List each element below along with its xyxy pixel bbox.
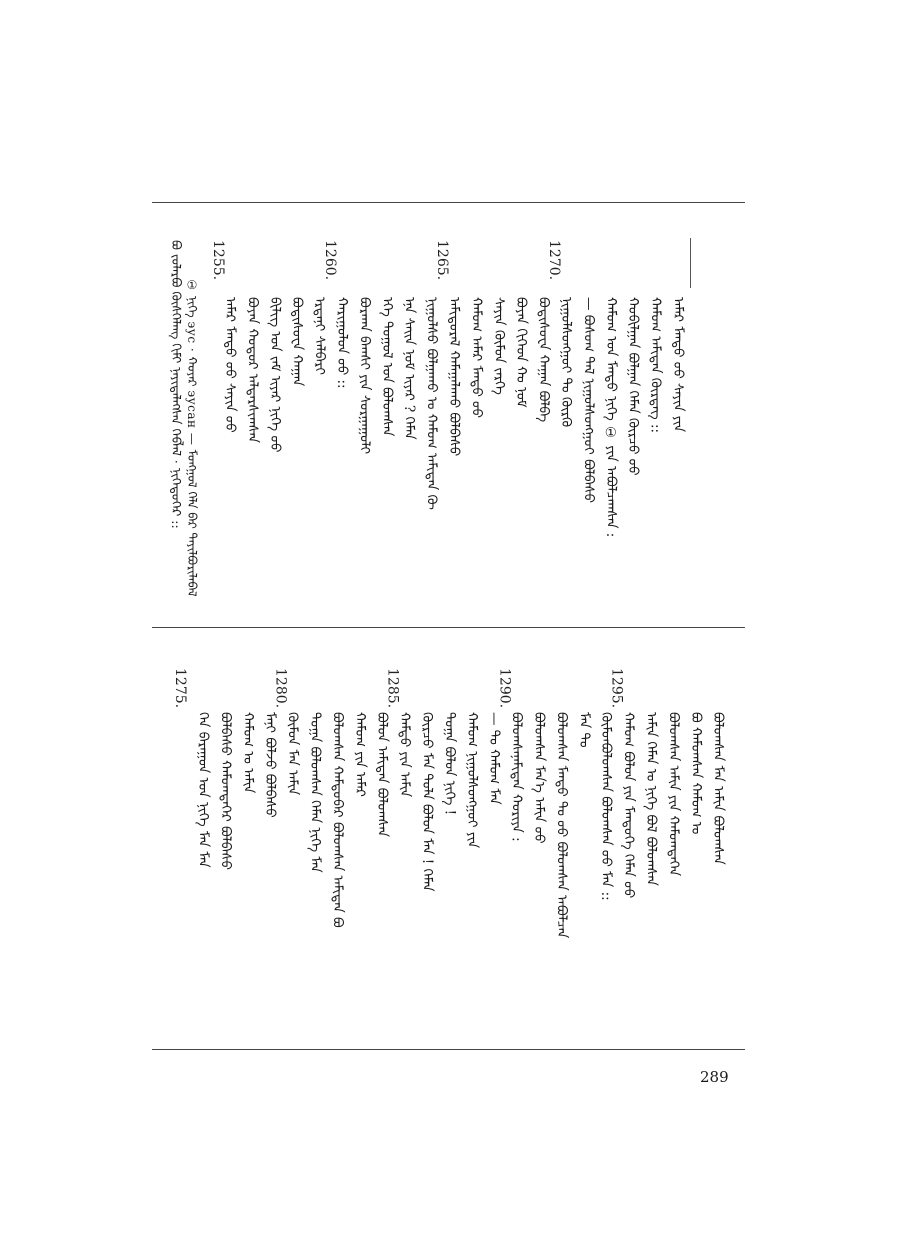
verse-column: ᠪᠢᠯᠢᠭ ᠤᠨ ᠵᠠᠮ ᠢᠶᠠᠷ ᠨᠢᠭᠡ ᠤᠤ	[266, 297, 283, 453]
verse-column: — ᠪᠣᠰᠣᠭ ᠲᠠᠯ ᠨᠢᠭᠤᠯᠰᠤᠩᠭᠤᠢ ᠪᠣᠯᠪᠠᠰᠤ	[580, 297, 597, 503]
verse-column: ᠬᠠᠮᠤᠭ ᠨᠢᠭᠤᠯᠰᠤᠩᠭᠤᠢ ᠶᠢᠨ	[463, 712, 480, 849]
verse-column: ᠬᠠᠮᠤᠭ ᠶᠢᠨ ᠠᠮᠠᠷ	[351, 712, 368, 797]
verse-column: ᠲᠣᠭᠠ ᠪᠣᠯᠤᠭᠰᠠᠨ ᠬᠡᠮᠡᠨ ᠨᠢᠭᠡ ᠮᠡᠨ	[307, 712, 323, 873]
verse-column: ᠪᠣ ᠬᠠᠮᠤᠭᠰᠠᠨ ᠬᠠᠮᠤᠭ ᠤ	[687, 712, 704, 835]
verse-column: ᠲᠣᠭᠠ ᠪᠣᠯᠤᠨ ᠨᠢᠭᠡ !	[441, 712, 458, 816]
verse-column: ᠠᠮᠢᠳᠤᠷᠠᠯ ᠬᠠᠮᠠᠭᠠᠯᠠᠬᠤ ᠪᠣᠯᠪᠠᠰᠤ	[446, 297, 462, 457]
line-number: 1280.	[272, 668, 289, 709]
verse-column: ᠬᠦᠮᠦᠨ ᠮᠡᠨ ᠠᠮᠢᠨ	[284, 712, 301, 796]
verse-column: ᠬᠠᠷᠢᠭᠤᠯᠤᠨ ᠤᠤ ::	[334, 297, 350, 389]
page-number: 289	[700, 1068, 729, 1086]
verse-column: ᠪᠣᠶᠠᠨ ᠬᠣᠲᠤᠷ ᠠᠯᠳᠠᠷᠰᠢᠭᠰᠠᠨ	[244, 297, 261, 444]
verse-column: ᠮᠠᠨᠢ ᠪᠣᠯᠵᠤ ᠪᠣᠯᠪᠠᠰᠤ	[262, 712, 279, 818]
verse-column: ᠪᠣᠯᠤᠭᠰᠠᠨ ᠮᠡᠨ ᠠᠮᠢᠨ ᠪᠣᠯᠤᠭᠰᠠᠨ	[710, 712, 727, 865]
verse-column: ᠪᠣᠯᠤᠭᠰᠠᠨ ᠮᠡᠨᠳᠦ ᠲᠤ ᠤᠤ ᠪᠣᠯᠤᠭᠰᠠᠨ ᠠᠪᠤᠯᠴᠠᠨ	[553, 712, 570, 939]
verse-column: ᠮᠠᠨ ᠲᠤ	[575, 712, 592, 748]
verse-column: — ᠲᠤ ᠬᠠᠮᠤᠭ ᠮᠡᠨ	[486, 712, 503, 805]
verse-column: ᠪᠣᠯᠤᠭᠰᠠᠨ ᠮᠡᠨ᠎ᠡ ᠠᠮᠢᠨ ᠤᠤ	[531, 712, 547, 844]
line-number: 1275.	[171, 668, 188, 709]
top-rule	[152, 202, 745, 203]
verse-column: ᠬᠦᠷᠴᠦ ᠮᠡᠨ ᠲᠤᠯᠠ ᠪᠣᠯᠤᠨ ᠮᠡᠨ ! ᠬᠡᠮᠡᠨ	[419, 712, 435, 892]
verse-column: ᠪᠣᠳᠢᠰᠤᠸᠠ ᠬᠠᠭᠠᠨ ᠪᠣᠯᠪᠠ	[535, 297, 552, 423]
verse-column: ᠡᠷᠳᠡᠨᠢ ᠰᠠᠯᠪᠠᠷᠢ	[311, 297, 328, 376]
footnote-source: ᠪᠣ ᠵᠤᠯᠠᠷᠪᠣ ᠬᠦᠰᠬᠡᠯᠡᠩ ᠬᠢᠮᠢ ᠨᠡᠶᠢᠲᠡᠯᠡᠭᠰᠡᠨ ᠬᠡᠪᠯᠡᠯ · ᠨᠢᠭᠡᠳᠦᠭᠡᠷ ::	[169, 240, 184, 529]
bottom-rule	[152, 1049, 745, 1050]
line-number: 1285.	[384, 668, 401, 709]
verse-column: ᠬᠤᠪᠢᠯᠭᠠᠨ ᠪᠣᠯᠭᠠᠨ ᠬᠡᠮᠡᠨ ᠬᠦᠷᠴᠦ ᠤᠤ	[625, 297, 642, 476]
footnote-note: ① ᠨᠢᠭᠡ эус · ᠬᠣᠶᠠᠷ эусан — ᠮᠣᠩᠭᠣᠯ ᠬᠡᠯᠡ ᠪᠡᠷ ᠲᠠᠶᠢᠯᠪᠤᠷᠢᠯᠠᠪᠠᠯ	[185, 278, 199, 597]
footnote-separator	[690, 238, 691, 288]
line-number: 1255.	[210, 240, 226, 281]
verse-column: ᠪᠣᠶᠠᠨ ᠬᠢᠭᠡᠳ ᠬᠤ ᠨᠣᠮ	[513, 297, 530, 408]
verse-column: ᠪᠣᠯᠤᠭᠰᠠᠨ ᠬᠠᠮᠲᠤᠪᠠᠷ ᠪᠣᠯᠤᠭᠰᠠᠨ ᠠᠮᠢᠲᠠᠨ ᠪᠣ	[329, 712, 346, 928]
line-number: 1290.	[496, 668, 513, 709]
verse-column: ᠠᠮᠢᠨ ᠬᠡᠮᠡᠨ ᠤ ᠨᠢᠭᠡ ᠪᠣᠯ ᠪᠣᠯᠤᠭᠰᠠᠨ	[643, 712, 659, 886]
line-number: 1265.	[434, 240, 450, 281]
verse-column: ᠬᠠᠮᠤᠭ ᠠᠮᠠᠷ ᠮᠡᠨᠳᠦ ᠤᠤ	[468, 297, 485, 418]
verse-column: ᠪᠣᠳᠢᠰᠤᠸᠠ ᠬᠠᠭᠠᠨ	[289, 297, 306, 387]
verse-column: ᠪᠣᠯᠤᠭᠰᠠᠨᠠᠮᠢᠲᠠᠨ ᠬᠤᠷᠢᠶᠠ :	[508, 712, 525, 842]
verse-column: ᠰᠠᠶᠢᠨ ᠬᠦᠮᠦᠨ ᠵᠡᠷᠭᠡ	[490, 297, 507, 395]
verse-column: ᠬᠡᠨ ᠪᠠᠷᠠᠭᠤᠨ ᠤᠨ ᠨᠢᠭᠡ ᠮᠡᠨ ᠮᠡᠨ	[195, 712, 211, 868]
verse-column: ᠪᠣᠯᠤᠭᠰᠠᠨ ᠠᠮᠢᠨ ᠶᠢᠨ ᠬᠠᠮᠤᠭᠲᠡᠭᠡᠨ	[665, 712, 682, 877]
verse-column: ᠪᠣᠯᠤᠨ ᠠᠮᠢᠲᠠᠨ ᠪᠣᠯᠤᠭᠰᠠᠨ	[374, 712, 391, 837]
verse-column: ᠡᠬᠡ ᠲᠤᠭᠤᠯ ᠤᠨ ᠪᠣᠯᠤᠭᠰᠠᠨ	[378, 297, 395, 437]
verse-column: ᠬᠠᠮᠤᠭ ᠤᠨ ᠮᠡᠨᠳᠦ ᠨᠢᠭᠡ ① ᠶᠢᠨ ᠠᠪᠤᠯᠴᠠᠭᠰᠠᠨ :	[602, 297, 619, 538]
line-number: 1295.	[608, 668, 625, 709]
verse-column: ᠠᠮᠠᠷ ᠮᠡᠨᠳᠦ ᠤᠤ ᠰᠠᠶᠢᠨ ᠤᠤ	[222, 297, 238, 433]
verse-column: ᠬᠠᠮᠤᠭ ᠪᠣᠯᠤᠨ ᠶᠢᠨ ᠮᠡᠨᠳᠦᠭᠡ ᠬᠡᠮᠡᠨ ᠤᠤ	[620, 712, 637, 899]
verse-column: ᠬᠠᠮᠤᠭ ᠠᠮᠢᠲᠠᠨ ᠬᠦᠷᠳᠡᠭ ::	[647, 297, 664, 434]
verse-column: ᠬᠠᠮᠲᠤ ᠶᠢᠨ ᠠᠮᠢᠨ	[396, 712, 413, 798]
verse-column: ᠪᠤᠷᠬᠠᠨ ᠪᠠᠭᠰᠢ ᠶᠢᠨ ᠰᠤᠷᠭᠠᠭᠤᠯᠢ	[356, 297, 373, 455]
verse-column: ᠡᠨᠡ ᠰᠠᠢᠨ ᠨᠣᠮ ᠢᠶᠠᠷ ? ᠬᠡᠮᠡᠨ	[401, 297, 418, 440]
verse-column: ᠪᠣᠯᠪᠠᠰᠤ ᠬᠠᠮᠤᠭᠲᠡᠭᠡᠷ ᠪᠣᠯᠪᠠᠰᠤ	[217, 712, 234, 870]
verse-column: ᠬᠠᠮᠤᠭ ᠤ ᠠᠮᠢᠨ	[239, 712, 256, 794]
section-divider	[152, 627, 745, 628]
verse-column: ᠬᠦᠮᠦᠨᠪᠣᠯᠤᠭᠰᠠᠨ ᠪᠣᠯᠤᠭᠰᠠᠨ ᠤᠤ ᠮᠡᠨ ::	[598, 712, 615, 901]
verse-column: ᠠᠮᠠᠷ ᠮᠡᠨᠳᠦ ᠤᠤ ᠰᠠᠶᠢᠨ ᠶᠢᠨ	[670, 297, 686, 433]
verse-column: ᠨᠢᠭᠤᠯᠰᠤ ᠪᠣᠯᠭᠠᠬᠤ ᠤ ᠬᠠᠮᠤᠭ ᠠᠮᠢᠲᠠᠨ ᠬᠦ	[423, 297, 440, 510]
verse-column: ᠨᠢᠭᠤᠯᠰᠤᠩᠭᠤᠢ ᠲᠤ ᠬᠦᠷᠬᠦ	[558, 297, 574, 428]
line-number: 1260.	[322, 240, 338, 281]
line-number: 1270.	[546, 240, 562, 281]
